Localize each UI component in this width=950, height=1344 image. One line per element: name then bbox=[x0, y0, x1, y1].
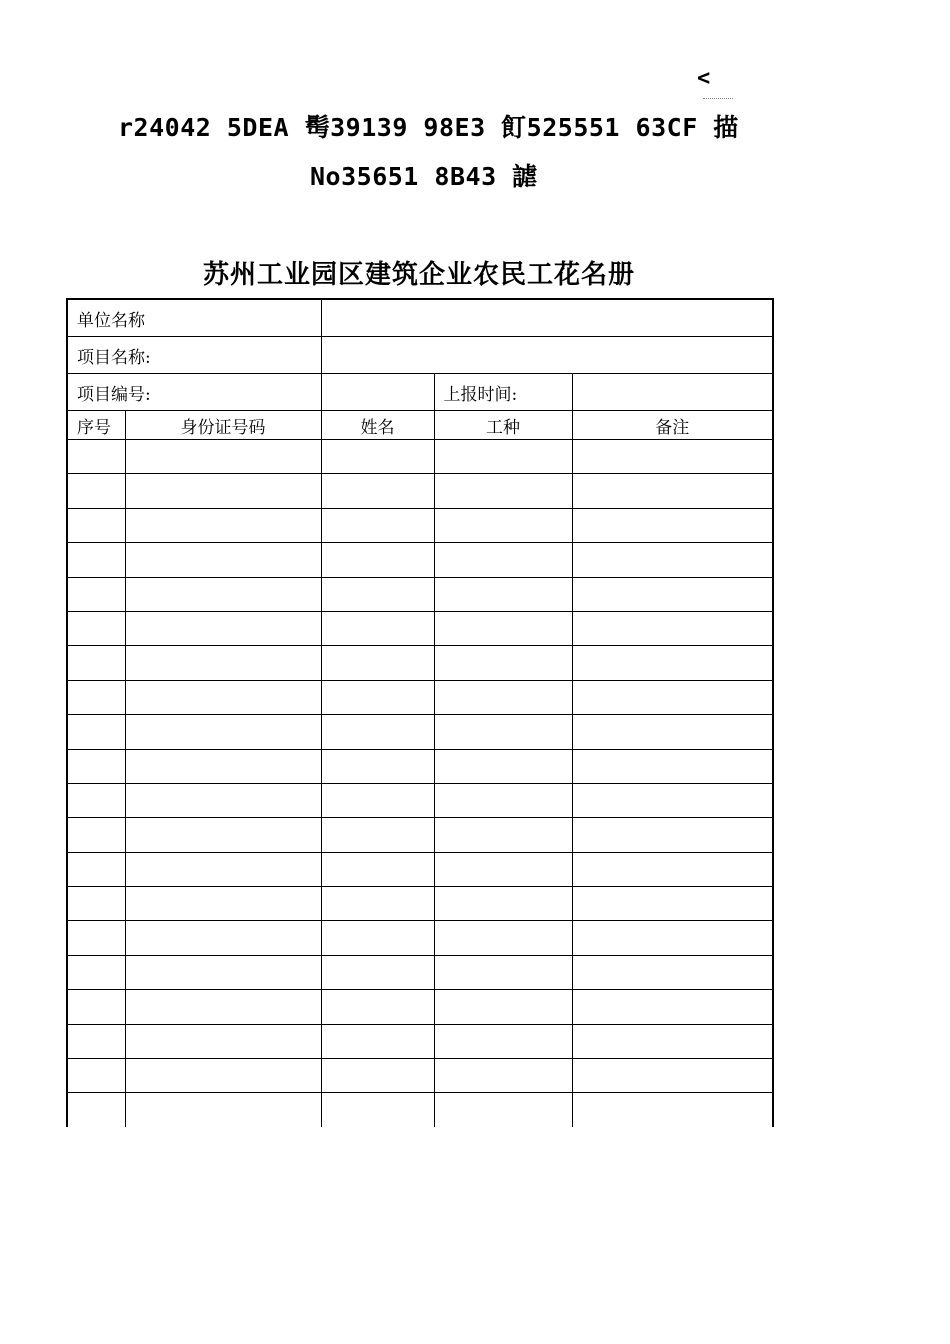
project-name-row bbox=[67, 337, 773, 374]
remarks-cell[interactable] bbox=[572, 1024, 773, 1058]
name-cell[interactable] bbox=[321, 990, 434, 1024]
remarks-cell[interactable] bbox=[572, 577, 773, 611]
table-row bbox=[67, 749, 773, 783]
name-cell[interactable] bbox=[321, 508, 434, 542]
remarks-cell[interactable] bbox=[572, 749, 773, 783]
header-code-line-2: No35651 8B43 謔 bbox=[310, 162, 538, 191]
table-row bbox=[67, 1024, 773, 1058]
project-number-row bbox=[67, 374, 773, 411]
trade-cell[interactable] bbox=[434, 921, 572, 955]
remarks-cell[interactable] bbox=[572, 955, 773, 989]
name-cell[interactable] bbox=[321, 611, 434, 645]
id-number-cell[interactable] bbox=[125, 921, 321, 955]
seq-cell[interactable] bbox=[67, 715, 125, 749]
document-title: 苏州工业园区建筑企业农民工花名册 bbox=[202, 260, 635, 290]
remarks-cell[interactable] bbox=[572, 508, 773, 542]
id-number-cell[interactable] bbox=[125, 783, 321, 817]
name-cell[interactable] bbox=[321, 646, 434, 680]
trade-cell[interactable] bbox=[434, 577, 572, 611]
name-cell[interactable] bbox=[321, 1024, 434, 1058]
name-cell[interactable] bbox=[321, 1059, 434, 1093]
seq-cell[interactable] bbox=[67, 577, 125, 611]
column-header-remarks: 备注 bbox=[572, 411, 773, 440]
id-number-cell[interactable] bbox=[125, 715, 321, 749]
seq-cell[interactable] bbox=[67, 852, 125, 886]
report-time-field[interactable] bbox=[572, 374, 773, 411]
name-cell[interactable] bbox=[321, 543, 434, 577]
trade-cell[interactable] bbox=[434, 749, 572, 783]
id-number-cell[interactable] bbox=[125, 818, 321, 852]
name-cell[interactable] bbox=[321, 715, 434, 749]
id-number-cell[interactable] bbox=[125, 543, 321, 577]
trade-cell[interactable] bbox=[434, 543, 572, 577]
table-row bbox=[67, 1059, 773, 1093]
remarks-cell[interactable] bbox=[572, 680, 773, 714]
trade-cell[interactable] bbox=[434, 680, 572, 714]
seq-cell[interactable] bbox=[67, 680, 125, 714]
seq-cell[interactable] bbox=[67, 818, 125, 852]
seq-cell[interactable] bbox=[67, 955, 125, 989]
remarks-cell[interactable] bbox=[572, 852, 773, 886]
remarks-cell[interactable] bbox=[572, 474, 773, 508]
trade-cell[interactable] bbox=[434, 1093, 572, 1127]
table-row bbox=[67, 921, 773, 955]
remarks-cell[interactable] bbox=[572, 990, 773, 1024]
trade-cell[interactable] bbox=[434, 783, 572, 817]
corner-mark: < bbox=[697, 66, 711, 91]
name-cell[interactable] bbox=[321, 440, 434, 474]
id-number-cell[interactable] bbox=[125, 749, 321, 783]
seq-cell[interactable] bbox=[67, 990, 125, 1024]
trade-cell[interactable] bbox=[434, 852, 572, 886]
id-number-cell[interactable] bbox=[125, 680, 321, 714]
table-row bbox=[67, 474, 773, 508]
id-number-cell[interactable] bbox=[125, 1024, 321, 1058]
column-header-id-number: 身份证号码 bbox=[125, 411, 321, 440]
table-row bbox=[67, 990, 773, 1024]
name-cell[interactable] bbox=[321, 474, 434, 508]
project-name-label: 项目名称: bbox=[67, 337, 321, 374]
seq-cell[interactable] bbox=[67, 508, 125, 542]
id-number-cell[interactable] bbox=[125, 1059, 321, 1093]
seq-cell[interactable] bbox=[67, 611, 125, 645]
seq-cell[interactable] bbox=[67, 887, 125, 921]
trade-cell[interactable] bbox=[434, 887, 572, 921]
project-name-field[interactable] bbox=[321, 337, 773, 374]
project-number-label: 项目编号: bbox=[67, 374, 321, 411]
column-header-trade: 工种 bbox=[434, 411, 572, 440]
trade-cell[interactable] bbox=[434, 474, 572, 508]
remarks-cell[interactable] bbox=[572, 646, 773, 680]
trade-cell[interactable] bbox=[434, 1059, 572, 1093]
name-cell[interactable] bbox=[321, 818, 434, 852]
name-cell[interactable] bbox=[321, 1093, 434, 1127]
id-number-cell[interactable] bbox=[125, 955, 321, 989]
remarks-cell[interactable] bbox=[572, 921, 773, 955]
trade-cell[interactable] bbox=[434, 990, 572, 1024]
report-time-label: 上报时间: bbox=[434, 374, 572, 411]
trade-cell[interactable] bbox=[434, 818, 572, 852]
column-header-row bbox=[67, 411, 773, 440]
trade-cell[interactable] bbox=[434, 715, 572, 749]
trade-cell[interactable] bbox=[434, 646, 572, 680]
table-row bbox=[67, 440, 773, 474]
name-cell[interactable] bbox=[321, 749, 434, 783]
table-row bbox=[67, 577, 773, 611]
corner-divider bbox=[703, 98, 733, 99]
seq-cell[interactable] bbox=[67, 440, 125, 474]
id-number-cell[interactable] bbox=[125, 887, 321, 921]
id-number-cell[interactable] bbox=[125, 508, 321, 542]
seq-cell[interactable] bbox=[67, 1059, 125, 1093]
project-number-field[interactable] bbox=[321, 374, 434, 411]
trade-cell[interactable] bbox=[434, 611, 572, 645]
roster-table bbox=[66, 298, 774, 1127]
remarks-cell[interactable] bbox=[572, 440, 773, 474]
unit-name-label: 单位名称 bbox=[67, 299, 321, 337]
table-row bbox=[67, 508, 773, 542]
seq-cell[interactable] bbox=[67, 646, 125, 680]
id-number-cell[interactable] bbox=[125, 990, 321, 1024]
name-cell[interactable] bbox=[321, 955, 434, 989]
table-row bbox=[67, 852, 773, 886]
table-row bbox=[67, 1093, 773, 1127]
seq-cell[interactable] bbox=[67, 543, 125, 577]
table-row bbox=[67, 818, 773, 852]
remarks-cell[interactable] bbox=[572, 715, 773, 749]
seq-cell[interactable] bbox=[67, 1024, 125, 1058]
remarks-cell[interactable] bbox=[572, 887, 773, 921]
trade-cell[interactable] bbox=[434, 440, 572, 474]
id-number-cell[interactable] bbox=[125, 852, 321, 886]
id-number-cell[interactable] bbox=[125, 611, 321, 645]
remarks-cell[interactable] bbox=[572, 543, 773, 577]
name-cell[interactable] bbox=[321, 921, 434, 955]
trade-cell[interactable] bbox=[434, 955, 572, 989]
header-code-line-1: r24042 5DEA 髩39139 98E3 飣525551 63CF 描 bbox=[118, 113, 739, 142]
remarks-cell[interactable] bbox=[572, 783, 773, 817]
table-row bbox=[67, 611, 773, 645]
seq-cell[interactable] bbox=[67, 1093, 125, 1127]
table-row bbox=[67, 783, 773, 817]
table-row bbox=[67, 887, 773, 921]
name-cell[interactable] bbox=[321, 680, 434, 714]
trade-cell[interactable] bbox=[434, 1024, 572, 1058]
id-number-cell[interactable] bbox=[125, 646, 321, 680]
table-row bbox=[67, 955, 773, 989]
id-number-cell[interactable] bbox=[125, 474, 321, 508]
seq-cell[interactable] bbox=[67, 474, 125, 508]
unit-name-field[interactable] bbox=[321, 299, 773, 337]
id-number-cell[interactable] bbox=[125, 1093, 321, 1127]
unit-name-row bbox=[67, 299, 773, 337]
column-header-seq: 序号 bbox=[67, 411, 125, 440]
name-cell[interactable] bbox=[321, 887, 434, 921]
table-row bbox=[67, 715, 773, 749]
remarks-cell[interactable] bbox=[572, 818, 773, 852]
seq-cell[interactable] bbox=[67, 921, 125, 955]
column-header-name: 姓名 bbox=[321, 411, 434, 440]
remarks-cell[interactable] bbox=[572, 1059, 773, 1093]
remarks-cell[interactable] bbox=[572, 1093, 773, 1127]
table-row bbox=[67, 646, 773, 680]
id-number-cell[interactable] bbox=[125, 577, 321, 611]
table-row bbox=[67, 680, 773, 714]
remarks-cell[interactable] bbox=[572, 611, 773, 645]
table-row bbox=[67, 543, 773, 577]
seq-cell[interactable] bbox=[67, 749, 125, 783]
name-cell[interactable] bbox=[321, 783, 434, 817]
name-cell[interactable] bbox=[321, 577, 434, 611]
trade-cell[interactable] bbox=[434, 508, 572, 542]
id-number-cell[interactable] bbox=[125, 440, 321, 474]
seq-cell[interactable] bbox=[67, 783, 125, 817]
name-cell[interactable] bbox=[321, 852, 434, 886]
